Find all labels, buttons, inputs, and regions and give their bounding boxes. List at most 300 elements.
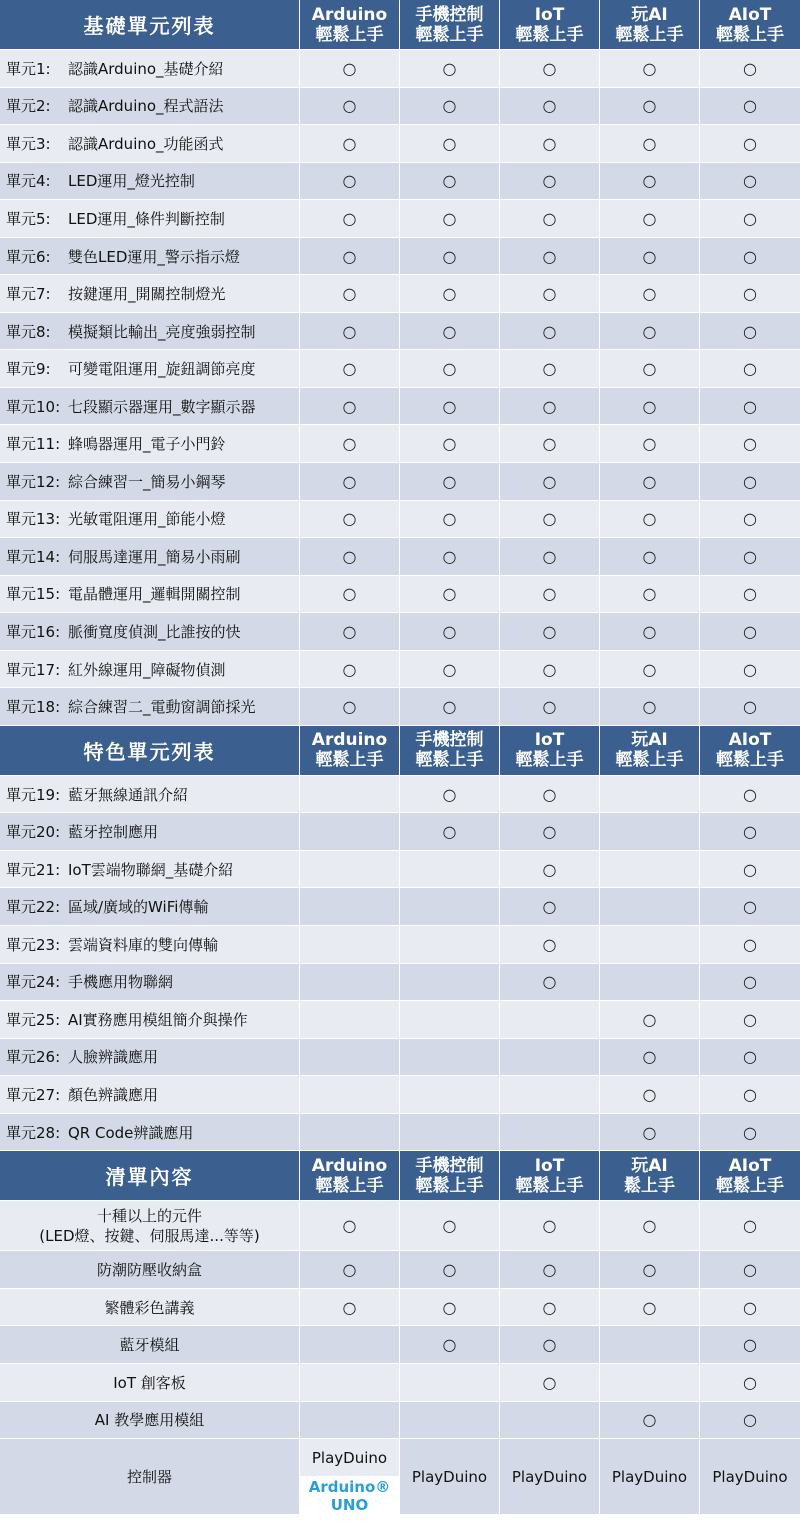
availability-cell (500, 313, 600, 351)
availability-cell (700, 88, 800, 126)
availability-cell (400, 1251, 500, 1289)
availability-cell (600, 888, 700, 926)
circle-mark: ○ (743, 133, 757, 153)
item-name-cell (0, 1326, 300, 1364)
circle-mark: ○ (743, 321, 757, 341)
unit-number: 單元26: (6, 1048, 61, 1067)
column-header-line2: 輕鬆上手 (716, 750, 784, 771)
unit-name-cell (0, 501, 300, 539)
availability-cell (700, 1364, 800, 1402)
availability-cell (500, 688, 600, 726)
unit-name-cell (0, 851, 300, 889)
column-header (700, 726, 800, 776)
availability-cell (500, 851, 600, 889)
availability-cell (600, 163, 700, 201)
unit-name: 可變電阻運用_旋鈕調節亮度 (68, 360, 256, 379)
availability-cell (500, 238, 600, 276)
column-header-line2: 輕鬆上手 (415, 1175, 484, 1196)
circle-mark: ○ (442, 434, 457, 454)
availability-cell (700, 200, 800, 238)
availability-cell (300, 1201, 400, 1251)
availability-cell (500, 1201, 600, 1251)
item-name-cell (0, 1201, 300, 1251)
availability-cell (700, 926, 800, 964)
column-header-text (516, 730, 584, 770)
unit-name-cell (0, 463, 300, 501)
availability-cell (500, 651, 600, 689)
availability-cell (300, 501, 400, 539)
circle-mark: ○ (642, 171, 657, 191)
circle-mark: ○ (642, 434, 657, 454)
item-name-cell (0, 1251, 300, 1289)
unit-name: 伺服馬達運用_簡易小雨刷 (68, 547, 241, 566)
availability-cell (700, 776, 800, 814)
column-header-line2: 鬆上手 (624, 1175, 675, 1196)
table-row (0, 388, 800, 426)
circle-mark: ○ (642, 1297, 657, 1317)
column-header (700, 1151, 800, 1201)
unit-name: 藍牙無線通訊介紹 (68, 785, 189, 804)
item-name: IoT 創客板 (113, 1373, 186, 1392)
circle-mark: ○ (542, 208, 557, 228)
availability-cell (600, 425, 700, 463)
controller-value: PlayDuino (600, 1439, 700, 1515)
unit-name: 七段顯示器運用_數字顯示器 (68, 397, 256, 416)
column-header (600, 0, 700, 50)
availability-cell (700, 613, 800, 651)
column-header-line1: 玩AI (631, 4, 668, 25)
unit-name: 綜合練習二_電動窗調節採光 (68, 698, 256, 717)
availability-cell (700, 1251, 800, 1289)
unit-name: 人臉辨識應用 (68, 1048, 159, 1067)
column-header-line1: Arduino (311, 1155, 388, 1176)
controller-alt-line2: UNO (330, 1495, 369, 1514)
availability-cell (700, 851, 800, 889)
availability-cell (700, 1114, 800, 1152)
circle-mark: ○ (342, 697, 357, 717)
availability-cell (300, 776, 400, 814)
circle-mark: ○ (642, 1084, 657, 1104)
unit-number: 單元10: (6, 397, 61, 416)
availability-cell (500, 776, 600, 814)
availability-cell (600, 538, 700, 576)
circle-mark: ○ (642, 621, 657, 641)
availability-cell (300, 50, 400, 88)
circle-mark: ○ (743, 1122, 757, 1142)
unit-number: 單元4: (6, 172, 51, 191)
column-header-line2: 輕鬆上手 (415, 24, 484, 45)
column-header-line2: 輕鬆上手 (615, 24, 684, 45)
availability-cell (700, 163, 800, 201)
table-row (0, 275, 800, 313)
availability-cell (600, 776, 700, 814)
availability-cell (400, 888, 500, 926)
column-header-line1: AIoT (728, 1155, 772, 1176)
availability-cell (600, 613, 700, 651)
availability-cell (600, 1289, 700, 1327)
availability-cell (700, 1402, 800, 1440)
unit-name-cell (0, 1001, 300, 1039)
circle-mark: ○ (642, 584, 657, 604)
availability-cell (700, 1289, 800, 1327)
availability-cell (500, 388, 600, 426)
availability-cell (300, 613, 400, 651)
availability-cell (500, 1039, 600, 1077)
availability-cell (400, 926, 500, 964)
circle-mark: ○ (342, 1216, 357, 1236)
circle-mark: ○ (542, 359, 557, 379)
circle-mark: ○ (342, 133, 357, 153)
table-row (0, 1114, 800, 1152)
circle-mark: ○ (442, 171, 457, 191)
circle-mark: ○ (442, 471, 457, 491)
availability-cell (500, 888, 600, 926)
availability-cell (600, 501, 700, 539)
controller-value: PlayDuino (400, 1439, 500, 1515)
circle-mark: ○ (743, 1297, 757, 1317)
controller-value: PlayDuino (700, 1439, 800, 1515)
item-name-cell (0, 1289, 300, 1327)
unit-number: 單元13: (6, 510, 61, 529)
availability-cell (300, 425, 400, 463)
column-header (500, 726, 600, 776)
circle-mark: ○ (342, 659, 357, 679)
unit-name: IoT雲端物聯網_基礎介紹 (68, 860, 234, 879)
circle-mark: ○ (642, 1009, 657, 1029)
column-header (600, 726, 700, 776)
availability-cell (400, 813, 500, 851)
circle-mark: ○ (542, 1297, 557, 1317)
circle-mark: ○ (542, 1260, 557, 1280)
circle-mark: ○ (642, 1410, 657, 1430)
circle-mark: ○ (642, 359, 657, 379)
availability-cell (300, 1289, 400, 1327)
unit-name: 脈衝寬度偵測_比誰按的快 (68, 622, 241, 641)
circle-mark: ○ (743, 897, 757, 917)
circle-mark: ○ (442, 546, 457, 566)
unit-name: 顏色辨識應用 (68, 1085, 159, 1104)
column-header-text (416, 1156, 484, 1196)
circle-mark: ○ (442, 1297, 457, 1317)
circle-mark: ○ (743, 208, 757, 228)
column-header (300, 726, 400, 776)
column-header-text (312, 1156, 387, 1196)
circle-mark: ○ (743, 621, 757, 641)
circle-mark: ○ (542, 1372, 557, 1392)
column-header (300, 1151, 400, 1201)
unit-name-cell (0, 688, 300, 726)
availability-cell (600, 926, 700, 964)
circle-mark: ○ (542, 784, 557, 804)
section-title: 清單內容 (0, 1151, 300, 1201)
circle-mark: ○ (542, 396, 557, 416)
circle-mark: ○ (442, 58, 457, 78)
circle-mark: ○ (542, 321, 557, 341)
availability-cell (500, 1402, 600, 1440)
circle-mark: ○ (342, 434, 357, 454)
unit-name-cell (0, 651, 300, 689)
availability-cell (600, 1402, 700, 1440)
table-row (0, 350, 800, 388)
availability-cell (400, 1001, 500, 1039)
controller-label: 控制器 (0, 1439, 300, 1515)
circle-mark: ○ (342, 584, 357, 604)
availability-cell (500, 50, 600, 88)
column-header-line2: 輕鬆上手 (515, 750, 584, 771)
circle-mark: ○ (642, 58, 657, 78)
circle-mark: ○ (642, 208, 657, 228)
availability-cell (700, 1039, 800, 1077)
availability-cell (700, 1326, 800, 1364)
controller-value: PlayDuino (500, 1439, 600, 1515)
unit-number: 單元16: (6, 622, 61, 641)
circle-mark: ○ (542, 859, 557, 879)
column-header-text (716, 730, 784, 770)
column-header-line1: Arduino (311, 730, 388, 751)
circle-mark: ○ (442, 359, 457, 379)
column-header (400, 0, 500, 50)
column-header (700, 0, 800, 50)
column-header-text (716, 1156, 784, 1196)
circle-mark: ○ (342, 58, 357, 78)
circle-mark: ○ (542, 509, 557, 529)
circle-mark: ○ (542, 246, 557, 266)
column-header-line1: AIoT (728, 4, 772, 25)
availability-cell (300, 851, 400, 889)
section-title: 特色單元列表 (0, 726, 300, 776)
section1-header (0, 0, 800, 50)
unit-name-cell (0, 275, 300, 313)
circle-mark: ○ (743, 1084, 757, 1104)
circle-mark: ○ (442, 396, 457, 416)
circle-mark: ○ (743, 171, 757, 191)
availability-cell (600, 1326, 700, 1364)
unit-name: 藍牙控制應用 (68, 823, 159, 842)
table-row (0, 1201, 800, 1251)
unit-number: 單元21: (6, 860, 61, 879)
circle-mark: ○ (442, 96, 457, 116)
column-header-line1: IoT (534, 4, 565, 25)
circle-mark: ○ (442, 321, 457, 341)
availability-cell (400, 651, 500, 689)
unit-number: 單元9: (6, 360, 51, 379)
availability-cell (600, 275, 700, 313)
unit-name: LED運用_燈光控制 (68, 172, 195, 191)
circle-mark: ○ (642, 1260, 657, 1280)
unit-name: 綜合練習一_簡易小鋼琴 (68, 472, 226, 491)
column-header-line1: 玩AI (631, 730, 668, 751)
availability-cell (300, 651, 400, 689)
unit-name-cell (0, 425, 300, 463)
availability-cell (400, 463, 500, 501)
column-header-line2: 輕鬆上手 (716, 24, 784, 45)
unit-name-cell (0, 50, 300, 88)
circle-mark: ○ (642, 1216, 657, 1236)
availability-cell (600, 1114, 700, 1152)
unit-number: 單元22: (6, 898, 61, 917)
circle-mark: ○ (442, 584, 457, 604)
availability-cell (300, 275, 400, 313)
unit-name: 認識Arduino_基礎介紹 (68, 59, 224, 78)
unit-name-cell (0, 350, 300, 388)
availability-cell (600, 200, 700, 238)
circle-mark: ○ (542, 546, 557, 566)
availability-cell (300, 388, 400, 426)
availability-cell (600, 964, 700, 1002)
availability-cell (300, 926, 400, 964)
circle-mark: ○ (542, 972, 557, 992)
availability-cell (700, 275, 800, 313)
unit-number: 單元3: (6, 134, 51, 153)
circle-mark: ○ (342, 359, 357, 379)
availability-cell (700, 1076, 800, 1114)
table-row (0, 613, 800, 651)
availability-cell (500, 613, 600, 651)
availability-cell (700, 501, 800, 539)
availability-cell (300, 1364, 400, 1402)
availability-cell (300, 1251, 400, 1289)
circle-mark: ○ (542, 697, 557, 717)
availability-cell (300, 200, 400, 238)
controller-alt-value (300, 1477, 399, 1514)
availability-cell (400, 163, 500, 201)
controller-alt-line1: Arduino® (308, 1477, 391, 1496)
unit-name: LED運用_條件判斷控制 (68, 209, 225, 228)
table-row (0, 926, 800, 964)
availability-cell (400, 388, 500, 426)
circle-mark: ○ (743, 1410, 757, 1430)
column-header (500, 1151, 600, 1201)
circle-mark: ○ (743, 546, 757, 566)
availability-cell (400, 50, 500, 88)
section-title: 基礎單元列表 (0, 0, 300, 50)
circle-mark: ○ (743, 96, 757, 116)
availability-cell (300, 350, 400, 388)
availability-cell (600, 350, 700, 388)
availability-cell (700, 888, 800, 926)
availability-cell (500, 125, 600, 163)
availability-cell (400, 275, 500, 313)
circle-mark: ○ (442, 822, 457, 842)
column-header-text (624, 1156, 675, 1196)
circle-mark: ○ (342, 546, 357, 566)
availability-cell (400, 350, 500, 388)
availability-cell (400, 613, 500, 651)
column-header-text (716, 5, 784, 45)
item-name-detail: (LED燈、按鍵、伺服馬達...等等) (39, 1226, 260, 1245)
circle-mark: ○ (743, 1260, 757, 1280)
availability-cell (500, 1114, 600, 1152)
circle-mark: ○ (542, 1216, 557, 1236)
circle-mark: ○ (442, 133, 457, 153)
circle-mark: ○ (642, 396, 657, 416)
unit-name-cell (0, 388, 300, 426)
availability-cell (500, 88, 600, 126)
availability-cell (300, 1114, 400, 1152)
availability-cell (700, 576, 800, 614)
availability-cell (500, 350, 600, 388)
table-row (0, 313, 800, 351)
availability-cell (500, 463, 600, 501)
table-row (0, 1251, 800, 1289)
unit-number: 單元1: (6, 59, 51, 78)
availability-cell (400, 851, 500, 889)
unit-name-cell (0, 163, 300, 201)
item-name: 繁體彩色講義 (104, 1298, 195, 1317)
availability-cell (400, 1076, 500, 1114)
table-row (0, 238, 800, 276)
column-header (500, 0, 600, 50)
unit-name: 按鍵運用_開關控制燈光 (68, 285, 226, 304)
circle-mark: ○ (542, 897, 557, 917)
availability-cell (300, 463, 400, 501)
availability-cell (500, 813, 600, 851)
circle-mark: ○ (342, 321, 357, 341)
availability-cell (500, 1364, 600, 1402)
availability-cell (700, 238, 800, 276)
circle-mark: ○ (342, 208, 357, 228)
availability-cell (400, 964, 500, 1002)
column-header-line2: 輕鬆上手 (315, 750, 384, 771)
unit-number: 單元11: (6, 435, 61, 454)
circle-mark: ○ (642, 1047, 657, 1067)
availability-cell (500, 1001, 600, 1039)
column-header-text (616, 5, 684, 45)
circle-mark: ○ (342, 171, 357, 191)
unit-name: 雙色LED運用_警示指示燈 (68, 247, 240, 266)
unit-name-cell (0, 88, 300, 126)
item-name: AI 教學應用模組 (94, 1411, 205, 1430)
circle-mark: ○ (342, 396, 357, 416)
circle-mark: ○ (743, 396, 757, 416)
availability-cell (700, 651, 800, 689)
availability-cell (300, 576, 400, 614)
circle-mark: ○ (642, 659, 657, 679)
availability-cell (700, 538, 800, 576)
availability-cell (600, 125, 700, 163)
unit-name-cell (0, 576, 300, 614)
availability-cell (600, 313, 700, 351)
circle-mark: ○ (442, 1216, 457, 1236)
table-row (0, 1001, 800, 1039)
unit-name-cell (0, 238, 300, 276)
unit-name: 雲端資料庫的雙向傳輸 (68, 935, 219, 954)
unit-name-cell (0, 926, 300, 964)
availability-cell (600, 388, 700, 426)
unit-name: 認識Arduino_程式語法 (68, 97, 224, 116)
circle-mark: ○ (542, 822, 557, 842)
column-header-line1: 手機控制 (415, 730, 484, 751)
unit-name-cell (0, 964, 300, 1002)
circle-mark: ○ (642, 546, 657, 566)
availability-cell (600, 463, 700, 501)
item-name-cell (0, 1364, 300, 1402)
availability-cell (600, 688, 700, 726)
unit-number: 單元25: (6, 1010, 61, 1029)
availability-cell (700, 688, 800, 726)
availability-cell (700, 313, 800, 351)
table-row (0, 651, 800, 689)
column-header-line2: 輕鬆上手 (615, 750, 684, 771)
circle-mark: ○ (342, 1260, 357, 1280)
availability-cell (700, 813, 800, 851)
availability-cell (500, 964, 600, 1002)
circle-mark: ○ (542, 584, 557, 604)
unit-name: 區域/廣域的WiFi傳輸 (68, 898, 209, 917)
section3-header (0, 1151, 800, 1201)
unit-name: 電晶體運用_邏輯開關控制 (68, 585, 241, 604)
table-row (0, 425, 800, 463)
